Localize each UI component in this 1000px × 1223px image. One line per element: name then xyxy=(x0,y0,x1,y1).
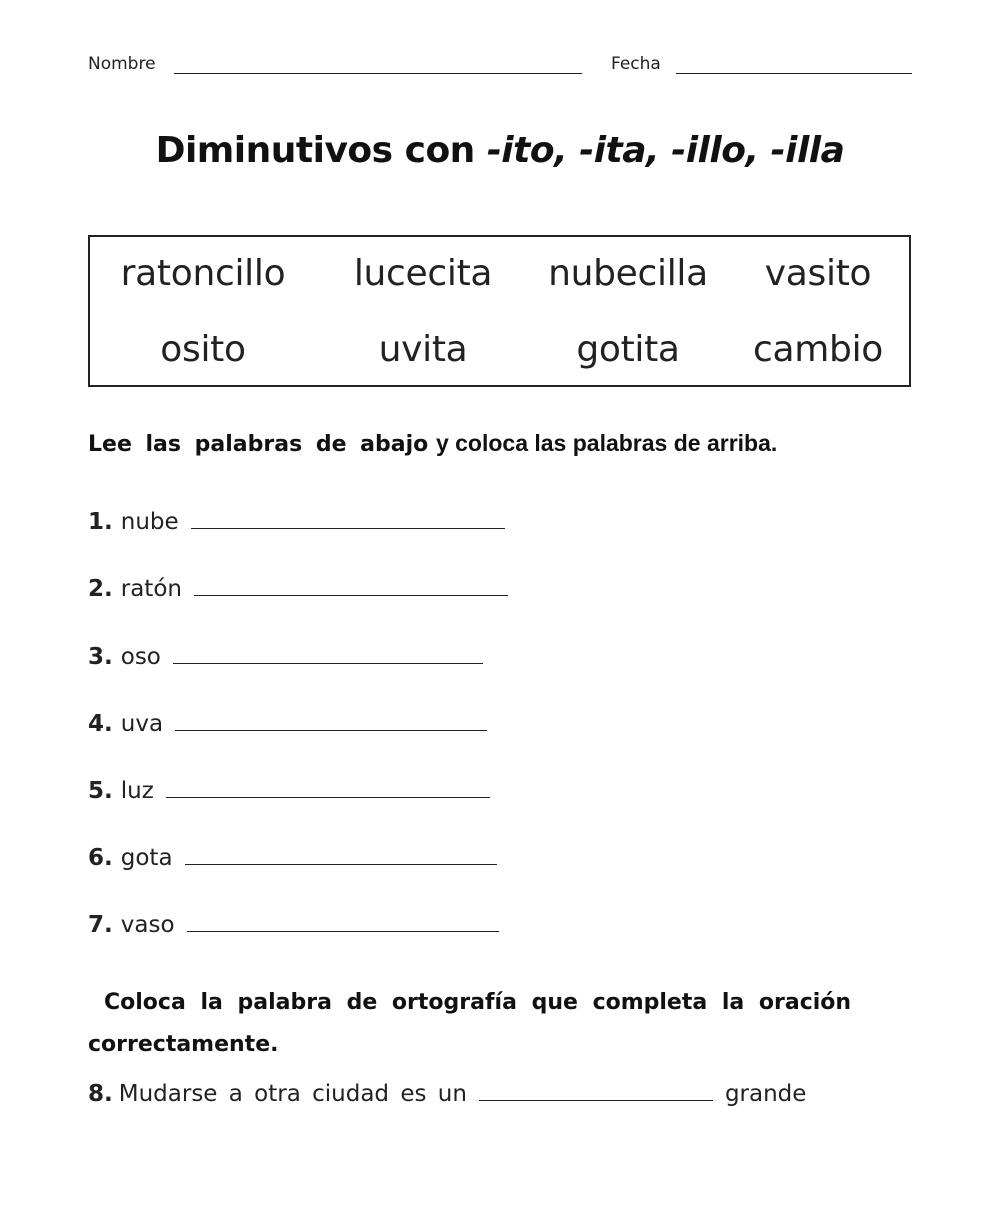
list-item xyxy=(88,844,497,874)
list-item xyxy=(88,911,499,941)
list-item xyxy=(88,575,508,605)
item-word: oso xyxy=(120,644,161,670)
bank-word: nubecilla xyxy=(548,253,708,294)
instruction-1-part2: y coloca las palabras de arriba. xyxy=(435,430,778,456)
item-number: 3. xyxy=(88,644,113,670)
bank-word: gotita xyxy=(576,329,680,370)
bank-word: vasito xyxy=(764,253,872,294)
instruction-1 xyxy=(88,430,777,457)
item-number: 7. xyxy=(88,912,113,938)
item-word: vaso xyxy=(120,912,175,938)
bank-word: cambio xyxy=(752,329,884,370)
bank-word: lucecita xyxy=(353,253,493,294)
name-field[interactable] xyxy=(174,73,582,74)
item-word: luz xyxy=(120,778,154,804)
answer-blank[interactable] xyxy=(185,844,497,865)
date-label: Fecha xyxy=(611,54,661,74)
answer-blank[interactable] xyxy=(187,911,499,932)
list-item xyxy=(88,710,487,740)
item-word: uva xyxy=(120,711,164,737)
item-number: 1. xyxy=(88,509,113,535)
instruction-2-line1: Coloca la palabra de ortografía que completa la oración xyxy=(104,990,852,1015)
item-number: 5. xyxy=(88,778,113,804)
list-item xyxy=(88,777,490,807)
answer-blank[interactable] xyxy=(173,643,483,664)
item-word: ratón xyxy=(120,576,182,602)
sentence-item xyxy=(88,1080,806,1107)
name-label: Nombre xyxy=(88,54,156,74)
sentence-before: Mudarse a otra ciudad es un xyxy=(118,1081,467,1107)
instruction-2-line2: correctamente. xyxy=(88,1032,279,1057)
word-bank xyxy=(88,235,911,387)
date-field[interactable] xyxy=(676,73,912,74)
answer-blank[interactable] xyxy=(191,508,505,529)
list-item xyxy=(88,643,483,673)
page-title xyxy=(0,130,1000,171)
item-number: 8. xyxy=(88,1081,113,1107)
title-prefix: Diminutivos con xyxy=(155,130,487,171)
item-word: nube xyxy=(120,509,179,535)
answer-blank[interactable] xyxy=(479,1080,713,1101)
item-number: 2. xyxy=(88,576,113,602)
sentence-after: grande xyxy=(724,1081,807,1107)
list-item xyxy=(88,508,505,538)
item-number: 4. xyxy=(88,711,113,737)
answer-blank[interactable] xyxy=(194,575,508,596)
item-word: gota xyxy=(120,845,173,871)
title-suffixes: -ito, -ita, -illo, -illa xyxy=(486,130,845,171)
bank-word: osito xyxy=(160,329,246,370)
instruction-1-part1: Lee las palabras de abajo xyxy=(88,432,429,457)
item-number: 6. xyxy=(88,845,113,871)
bank-word: ratoncillo xyxy=(120,253,286,294)
answer-blank[interactable] xyxy=(175,710,487,731)
header-row xyxy=(88,54,912,78)
answer-blank[interactable] xyxy=(166,777,490,798)
bank-word: uvita xyxy=(378,329,468,370)
